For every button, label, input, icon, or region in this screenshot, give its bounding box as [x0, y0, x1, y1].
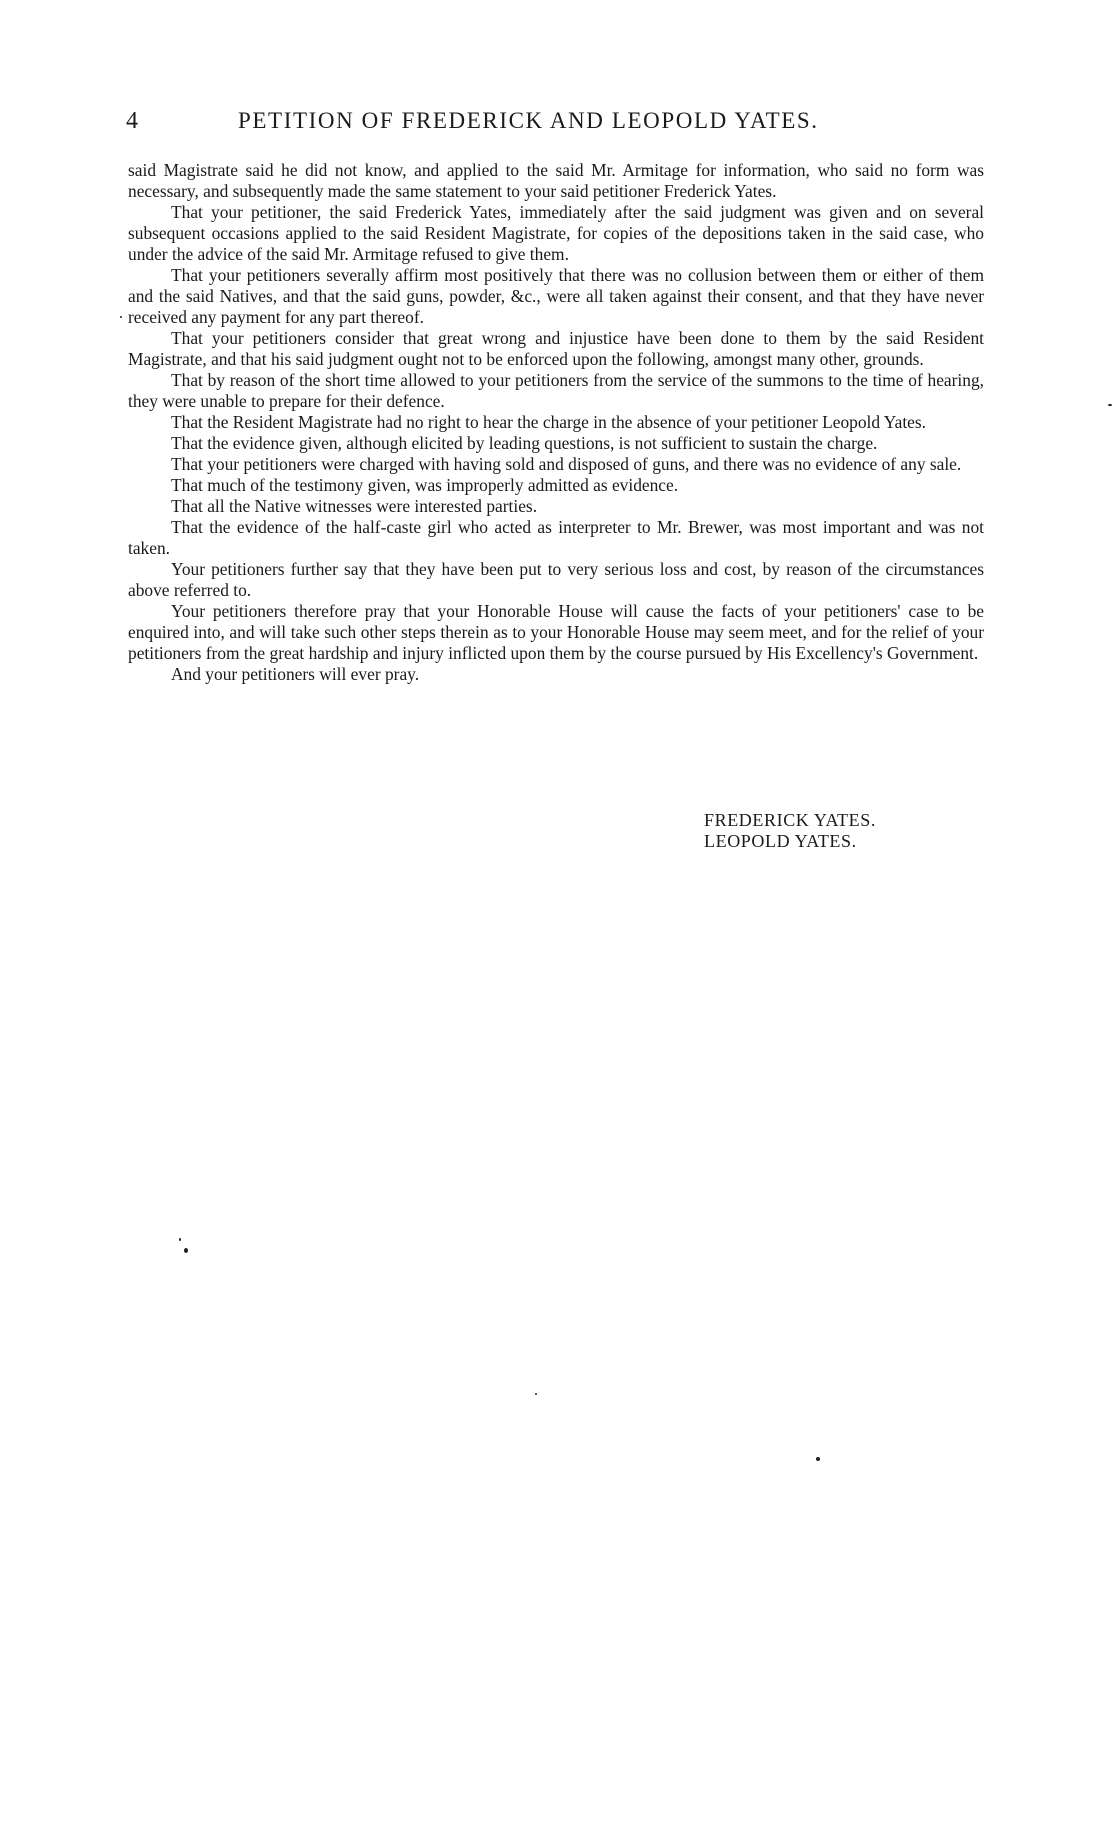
- paragraph: That your petitioners severally affirm most positively that there was no collusion between them or either of them and the said Natives, and that the said guns, powder, &c., were all taken against their consent, and that they have never received any payment for any part thereof.: [128, 265, 984, 327]
- ink-speck: [179, 1238, 181, 1241]
- paragraph: That your petitioner, the said Frederick Yates, immediately after the said judgment was given and on several subsequent occasions applied to the said Resident Magistrate, for copies of the depositions taken in the said case, who under the advice of the said Mr. Armitage refused to give them.: [128, 202, 984, 264]
- paragraph: That your petitioners consider that great wrong and injustice have been done to them by the said Resident Magistrate, and that his said judgment ought not to be enforced upon the following, amongst many other, grounds.: [128, 328, 984, 369]
- petition-body: [128, 160, 984, 685]
- ink-speck: [1108, 404, 1112, 406]
- ink-speck: [535, 1393, 537, 1395]
- paragraph: Your petitioners further say that they have been put to very serious loss and cost, by reason of the circumstances above referred to.: [128, 559, 984, 600]
- paragraph: Your petitioners therefore pray that your Honorable House will cause the facts of your petitioners' case to be enquired into, and will take such other steps therein as to your Honorable House may seem meet, and for the relief of your petitioners from the great hardship and injury inflicted upon them by the course pursued by His Excellency's Government.: [128, 601, 984, 663]
- paragraph: That the evidence of the half-caste girl who acted as interpreter to Mr. Brewer, was most important and was not taken.: [128, 517, 984, 558]
- ink-speck: [184, 1248, 188, 1253]
- paragraph: That the Resident Magistrate had no right to hear the charge in the absence of your petitioner Leopold Yates.: [171, 412, 926, 432]
- paragraph-continued: said Magistrate said he did not know, and applied to the said Mr. Armitage for information, who said no form was necessary, and subsequently made the same statement to your said petitioner Frederick Yates.: [128, 160, 984, 201]
- ink-speck: [120, 316, 122, 318]
- signature-frederick-yates: FREDERICK YATES.: [704, 810, 876, 830]
- paragraph: That the evidence given, although elicited by leading questions, is not sufficient to sustain the charge.: [171, 433, 878, 453]
- signature-leopold-yates: LEOPOLD YATES.: [704, 831, 857, 851]
- ink-speck: [816, 1457, 820, 1461]
- paragraph: That by reason of the short time allowed to your petitioners from the service of the summons to the time of hearing, they were unable to prepare for their defence.: [128, 370, 984, 411]
- paragraph: That all the Native witnesses were interested parties.: [171, 496, 538, 516]
- closing-line: And your petitioners will ever pray.: [171, 664, 420, 684]
- page-number: 4: [126, 108, 139, 134]
- signature-block: [704, 810, 876, 852]
- paragraph: That much of the testimony given, was improperly admitted as evidence.: [171, 475, 679, 495]
- running-title: PETITION OF FREDERICK AND LEOPOLD YATES.: [238, 108, 819, 133]
- paragraph: That your petitioners were charged with having sold and disposed of guns, and there was no evidence of any sale.: [171, 454, 962, 474]
- page-header: [126, 108, 986, 142]
